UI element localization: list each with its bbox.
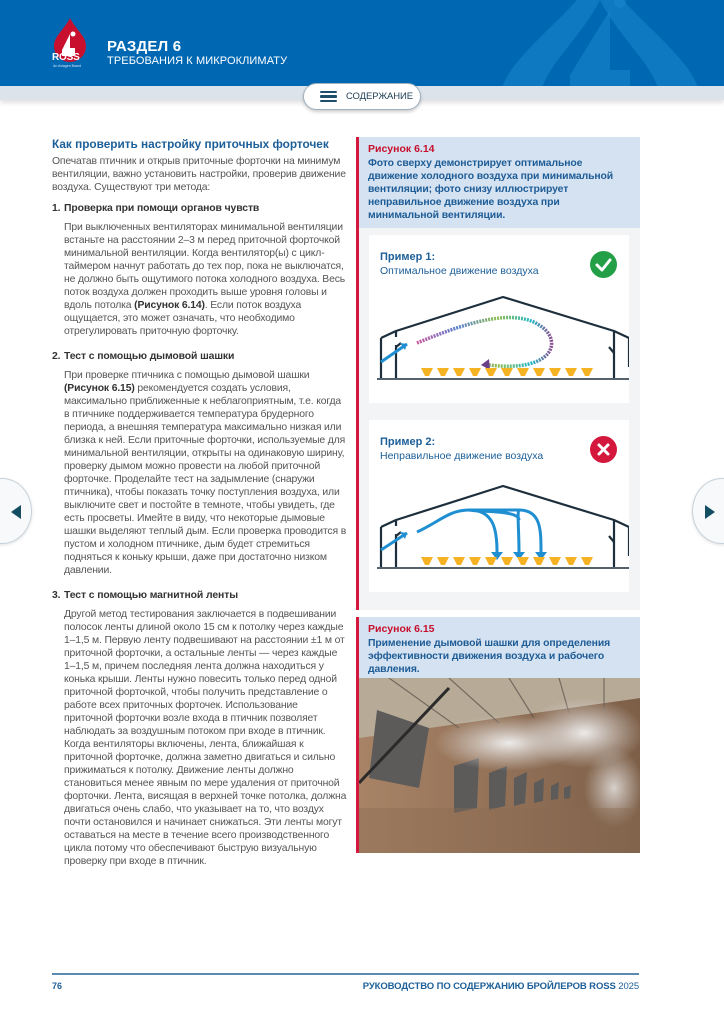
method-heading [52, 590, 348, 601]
example-title: Пример 1: [380, 251, 436, 263]
example-incorrect [369, 420, 629, 592]
airflow-drop-arrow [417, 510, 541, 552]
contents-label: СОДЕРЖАНИЕ [346, 91, 413, 102]
figure-caption [359, 617, 640, 682]
page-number: 76 [52, 981, 63, 991]
check-icon [590, 251, 617, 278]
section-heading: Как проверить настройку приточных форточек [52, 137, 329, 151]
chick-icon [549, 557, 561, 565]
example-optimal [369, 235, 629, 403]
chick-icon [421, 557, 433, 565]
example-subtitle: Неправильное движение воздуха [380, 450, 544, 462]
figure-6-14 [356, 137, 640, 610]
main-text [52, 137, 348, 868]
chick-icon [517, 557, 529, 565]
chick-icon [501, 557, 513, 565]
brand-name: ROSS [52, 52, 80, 63]
footer-divider [52, 973, 639, 975]
airflow-drop-arrow [469, 510, 497, 552]
method-heading [52, 351, 348, 362]
document-year: 2025 [618, 981, 639, 992]
smoke-test-photo [359, 678, 640, 853]
chick-icon [533, 368, 545, 376]
triangle-left-icon [11, 505, 21, 519]
chicks [421, 557, 593, 565]
chick-icon [517, 368, 529, 376]
figure-reference[interactable]: (Рисунок 6.14) [134, 300, 205, 311]
footer-title [363, 981, 639, 992]
chick-icon [469, 368, 481, 376]
method-text: При проверке птичника с помощью дымовой шашки [64, 370, 310, 381]
house-airflow-diagram [369, 470, 629, 588]
chick-icon [581, 368, 593, 376]
chick-icon [565, 368, 577, 376]
method-title: Проверка при помощи органов чувств [64, 203, 260, 214]
ross-watermark-icon [470, 0, 724, 86]
chick-icon [453, 368, 465, 376]
previous-page-button[interactable] [0, 478, 32, 544]
inlet-flap-left [396, 343, 401, 347]
chick-icon [437, 557, 449, 565]
section-label: РАЗДЕЛ 6 [107, 38, 182, 55]
chick-icon [421, 368, 433, 376]
chick-icon [469, 557, 481, 565]
figure-caption [359, 137, 640, 228]
chick-icon [549, 368, 561, 376]
figure-caption-text: Применение дымовой шашки для определения эффективности движения воздуха и рабочего давления. [368, 638, 611, 675]
next-page-button[interactable] [692, 478, 724, 544]
section-title: ТРЕБОВАНИЯ К МИКРОКЛИМАТУ [107, 55, 288, 67]
intro-paragraph: Опечатав птичник и открыв приточные форточки на минимум вентиляции, важно установить настройки, проверив движение воздуха. Существуют три метода: [52, 156, 346, 193]
method-paragraph [52, 221, 348, 338]
method-title: Тест с помощью дымовой шашки [64, 351, 235, 362]
figure-6-15 [356, 617, 640, 853]
contents-button[interactable] [303, 83, 421, 110]
example-subtitle: Оптимальное движение воздуха [380, 265, 539, 277]
figure-number: Рисунок 6.15 [368, 623, 435, 635]
chick-icon [581, 557, 593, 565]
chick-icon [501, 368, 513, 376]
chicks [421, 368, 593, 376]
method-text: При выключенных вентиляторах минимальной вентиляции встаньте на расстоянии 2–3 м перед приточной форточкой минимальной вентиляции. Когда вентилятор(ы) с цикл-таймером начнут работать до тех пор, пока не выключатся, не должно быть ощутимого потока холодного воздуха. Весь поток воздуха должен проходить выше уровня головы и вдоль потолка [64, 222, 346, 311]
method-number: 1. [52, 203, 61, 214]
figure-number: Рисунок 6.14 [368, 143, 435, 155]
airflow-path [417, 318, 552, 367]
method-title: Тест с помощью магнитной ленты [64, 590, 238, 601]
chick-icon [565, 557, 577, 565]
method-number: 3. [52, 590, 61, 601]
triangle-right-icon [705, 505, 715, 519]
method-number: 2. [52, 351, 61, 362]
method-heading [52, 203, 348, 214]
chick-icon [453, 557, 465, 565]
menu-icon [320, 91, 337, 102]
method-text: рекомендуется создать условия, максимально приближенные к неблагоприятным, т.е. когда в птичнике поддерживается температура брудерного периода, а внешняя температура максимально низкая или близка к ней. Если приточные форточки, используемые для минимальной вентиляции, открыты на одинаковую ширину, проверку дымом можно провести на любой приточной форточке. Проделайте тест на задымление (снаружи птичника), чтобы показать точку поступления воздуха, или выключите свет и постойте в темноте, чтобы увидеть, где есть просветы. Имейте в виду, что некоторые дымовые шашки выделяют теплый дым. Если проверка проводится в пустом и холодном птичнике, дым будет стремиться подняться к коньку крыши, даже при достаточно низком давлении. [64, 383, 347, 576]
chick-icon [437, 368, 449, 376]
example-title: Пример 2: [380, 436, 436, 448]
method-paragraph: Другой метод тестирования заключается в подвешивании полосок ленты длиной около 15 см к потолку через каждые 1–1,5 м. Первую ленту подвешивают на расстоянии ±1 м от приточной форточки, а остальные ленты — через каждые 1–1,5 м, причем последняя лента должна находиться у конька крыши. Ленты нужно повесить только перед одной приточной форточкой, чтобы получить представление о работе всех приточных форточек. Использование приточной форточки возле входа в птичник позволяет наблюдать за воздушным потоком при входе в птичник. Когда вентиляторы включены, лента, ближайшая к приточной форточке, должна заметно двигаться и сильно прижиматься к потолку. Движение ленты должно становиться менее явным по мере удаления от приточной форточки. Лента, висящая в верхней точке потолка, должна двигаться очень слабо, что указывает на то, что воздух почти остановился и начинает снижаться. Эти ленты могут оставаться на месте в течение всего производственного цикла потому что обеспечивают быструю визуальную проверку при входе в птичник. [64, 609, 347, 867]
document-title: РУКОВОДСТВО ПО СОДЕРЖАНИЮ БРОЙЛЕРОВ ROSS [362, 981, 616, 992]
house-airflow-diagram [369, 285, 629, 400]
chick-icon [485, 368, 497, 376]
x-icon [590, 436, 617, 463]
figure-reference[interactable]: (Рисунок 6.15) [64, 383, 135, 394]
chick-icon [485, 557, 497, 565]
page-header [0, 0, 724, 86]
method-text: . Если поток воздуха ощущается, это может означать, что необходимо отрегулировать приточную форточку. [64, 300, 302, 337]
method-paragraph [52, 369, 348, 577]
brand-subtitle: An Aviagen Brand [53, 64, 81, 68]
chick-icon [533, 557, 545, 565]
figure-caption-text: Фото сверху демонстрирует оптимальное движение холодного воздуха при минимальной вентиляции; фото снизу иллюстрирует неправильное движение воздуха при минимальной вентиляции. [368, 158, 614, 221]
